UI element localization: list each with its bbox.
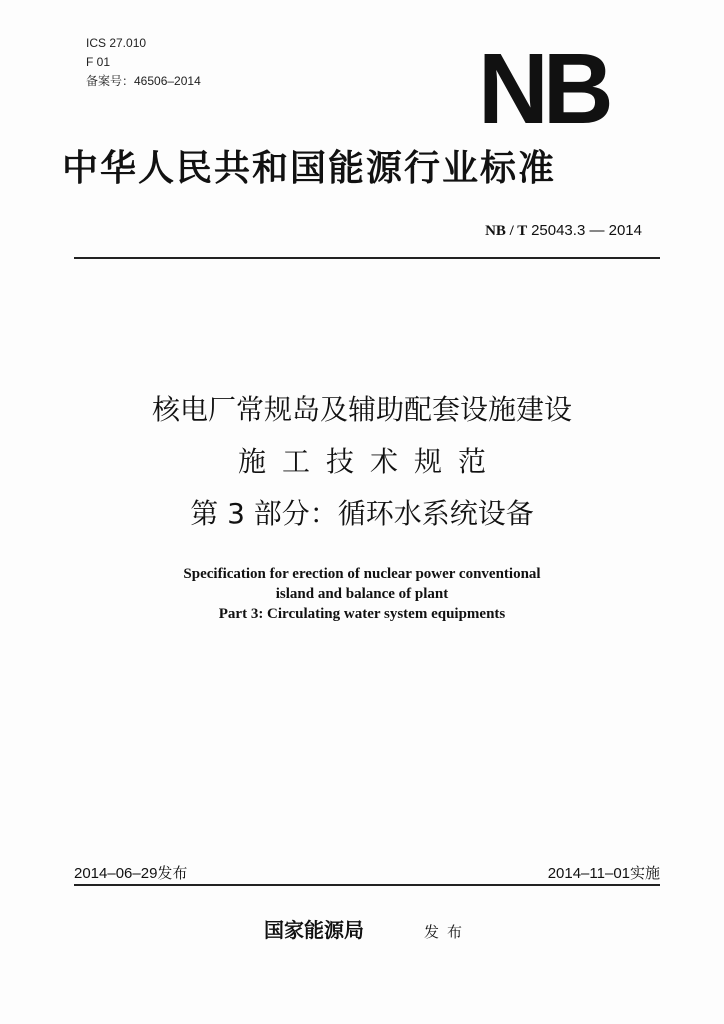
title-zh-line-1: 核电厂常规岛及辅助配套设施建设 [151,393,572,426]
category-code: F 01 [86,55,111,69]
nb-logo: NB [478,33,608,145]
classification-block [86,34,201,91]
ics-code: ICS 27.010 [86,36,147,50]
publisher-name: 国家能源局 [264,918,364,942]
top-divider [74,257,660,259]
title-en-line-3: Part 3: Circulating water system equipments [218,606,506,622]
filing-number: 备案号：46506–2014 [86,74,201,88]
standard-category-title: 中华人民共和国能源行业标准 [62,147,557,189]
standard-code-number: 25043.3 — 2014 [531,222,642,239]
issue-date: 2014–06–29发布 [74,865,188,882]
title-en-line-2: island and balance of plant [275,586,449,602]
title-zh-line-3: 第 3 部分：循环水系统设备 [190,497,534,530]
bottom-divider [74,884,660,886]
title-zh-line-2: 施工技术规范 [237,445,502,478]
title-en-line-1: Specification for erection of nuclear power conventional [183,566,541,582]
standard-code-prefix: NB / T [485,223,528,239]
implementation-date: 2014–11–01实施 [547,865,660,882]
publish-verb: 发布 [424,923,471,941]
standard-code [485,222,642,240]
